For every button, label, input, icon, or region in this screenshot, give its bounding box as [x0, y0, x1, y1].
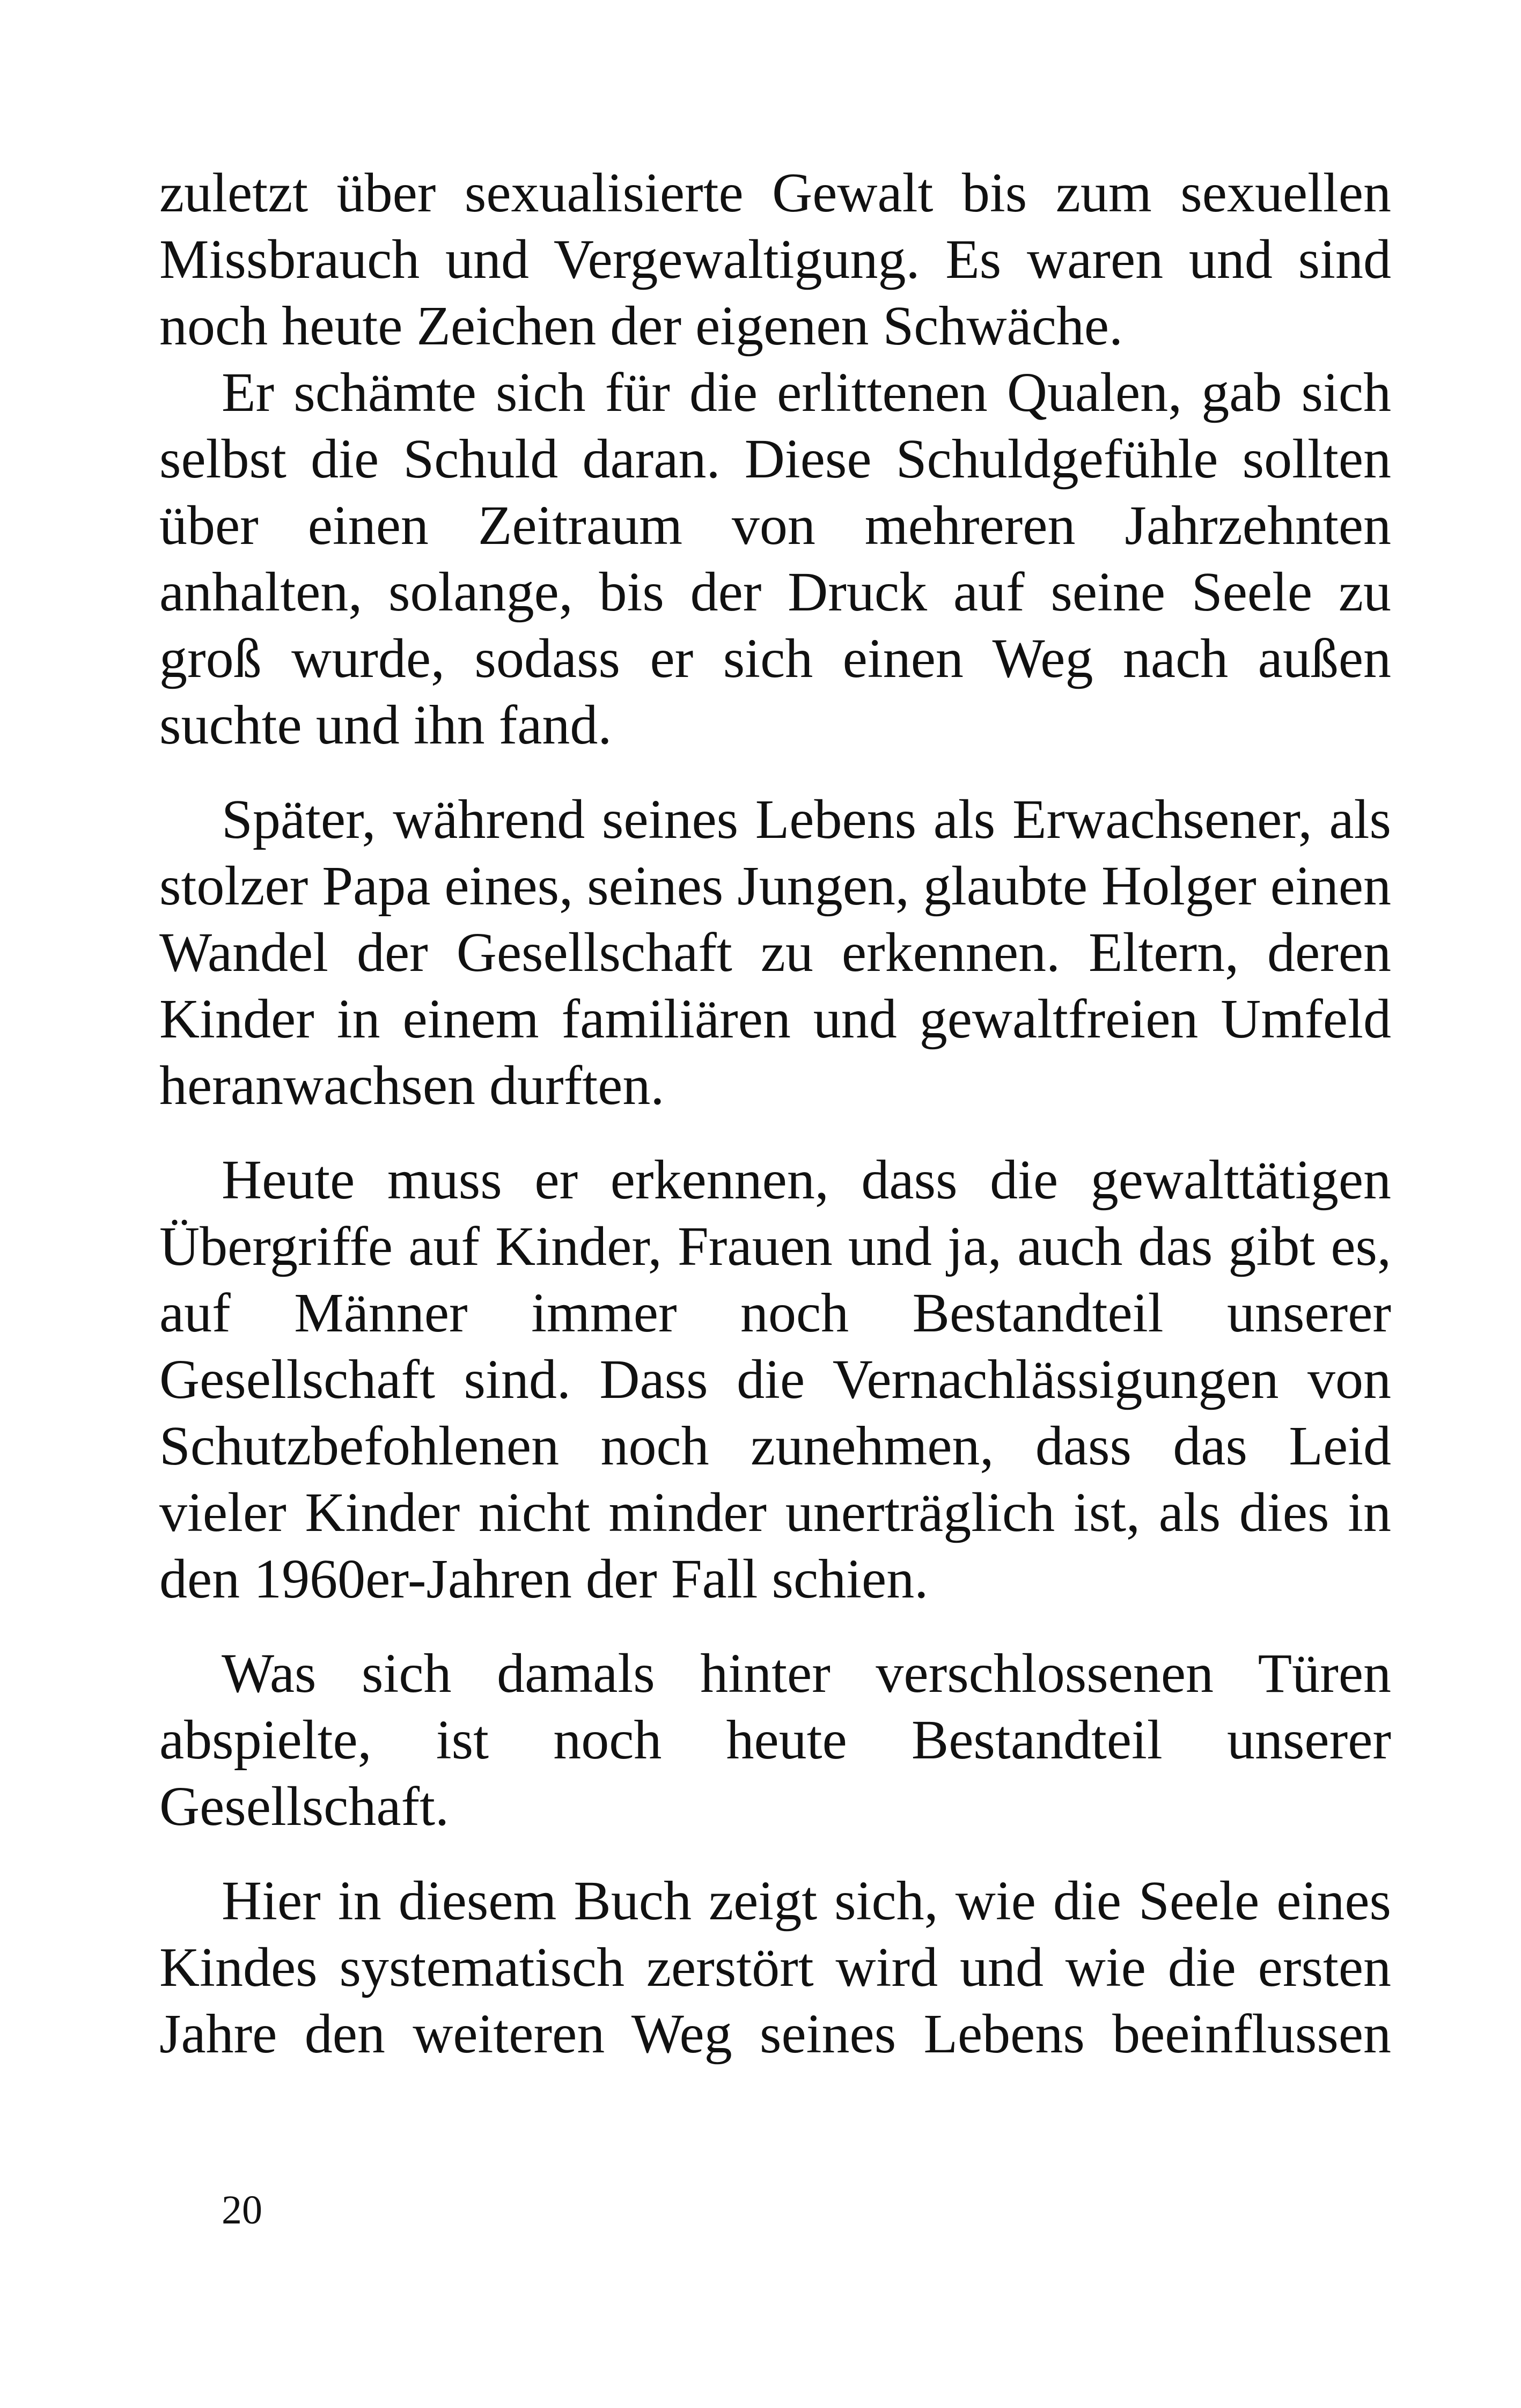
- paragraph-6: Hier in diesem Buch zeigt sich, wie die Seele eines Kindes systematisch zerstört wird und wie die ersten Jahre den weiteren Weg seines Lebens beeinflussen: [159, 1870, 1391, 2065]
- paragraph-1: zuletzt über sexualisierte Gewalt bis zum sexuellen Missbrauch und Vergewaltigung. Es waren und sind noch heute Zeichen der eigenen Schwäche.: [159, 162, 1391, 357]
- paragraph-4: Heute muss er erkennen, dass die gewalttätigen Übergriffe auf Kinder, Frauen und ja, auch das gibt es, auf Männer immer noch Bestandteil unserer Gesellschaft sind. Dass die Vernachlässigungen von Schutzbefohlenen noch zunehmen, dass das Leid vieler Kinder nicht minder unerträglich ist, als dies in den 1960er-Jahren der Fall schien.: [159, 1149, 1391, 1610]
- page-number: 20: [222, 2188, 262, 2233]
- body-text: [159, 160, 1391, 2067]
- paragraph-3: Später, während seines Lebens als Erwachsener, als stolzer Papa eines, seines Jungen, glaubte Holger einen Wandel der Gesellschaft zu erkennen. Eltern, deren Kinder in einem familiären und gewaltfreien Umfeld heranwachsen durften.: [159, 789, 1391, 1116]
- paragraph-2: Er schämte sich für die erlittenen Qualen, gab sich selbst die Schuld daran. Diese Schuldgefühle sollten über einen Zeitraum von mehreren Jahrzehnten anhalten, solange, bis der Druck auf seine Seele zu groß wurde, sodass er sich einen Weg nach außen suchte und ihn fand.: [159, 362, 1391, 756]
- paragraph-5: Was sich damals hinter verschlossenen Türen abspielte, ist noch heute Bestandteil unserer Gesellschaft.: [159, 1643, 1391, 1837]
